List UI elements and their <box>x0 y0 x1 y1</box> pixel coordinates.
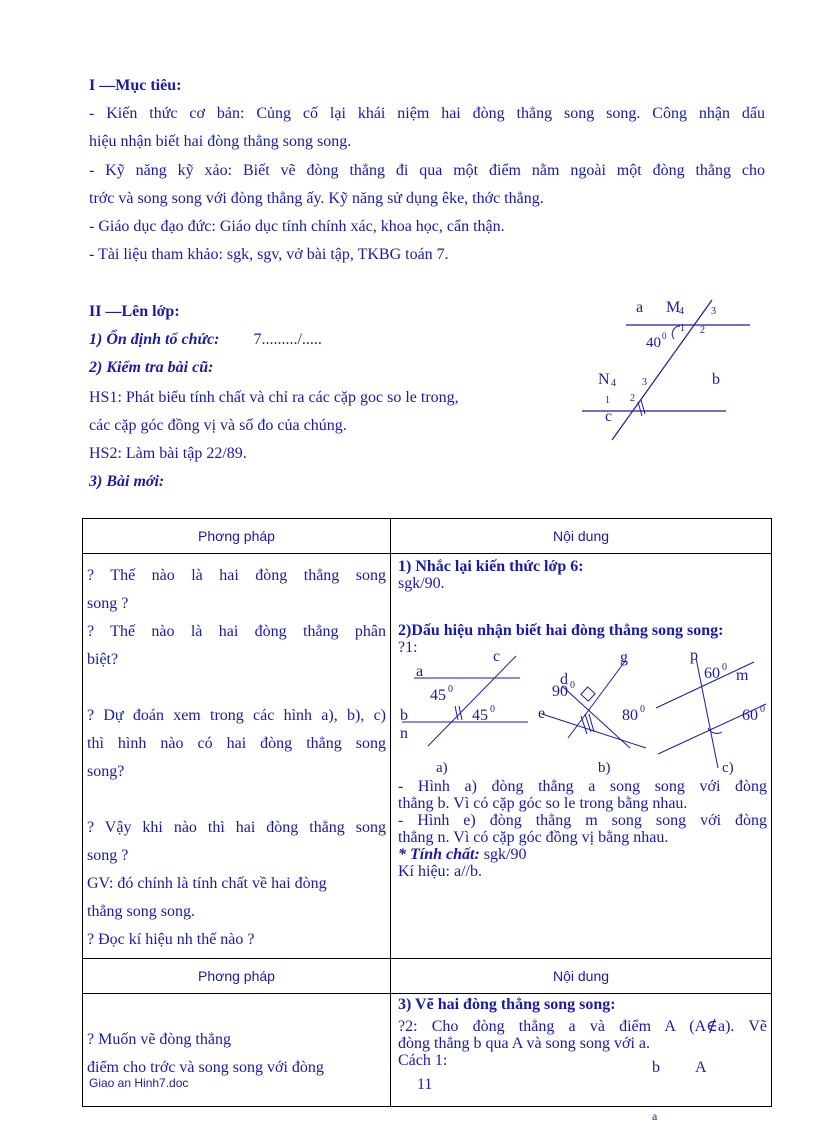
method-line: biệt? <box>87 651 119 668</box>
objective-references: - Tài liệu tham khảo: sgk, sgv, vở bài tập, TKBG toán 7. <box>89 246 449 263</box>
fig-c-60-bot: 60 <box>742 707 758 724</box>
header-method-2: Phơng pháp <box>83 959 391 994</box>
sign-line: thẳng b. Vì có cặp góc so le trong bằng nhau. <box>398 795 688 812</box>
method-line: ? Dự đoán xem trong các hình a), b), c) <box>87 707 386 724</box>
fig-label-a: a <box>652 1109 658 1123</box>
label-3-bot: 3 <box>642 377 647 388</box>
label-angle-40: 40 <box>646 335 661 351</box>
content-cell-1 <box>391 554 772 959</box>
objective-knowledge-line2: hiệu nhận biết hai đòng thẳng song song. <box>89 133 352 150</box>
caption-b: b) <box>598 760 611 776</box>
method-line: điểm cho trớc và song song với đòng <box>87 1059 324 1076</box>
property-label: * Tính chất: <box>398 846 480 863</box>
sign-line: thẳng n. Vì có cặp góc đồng vị bằng nhau. <box>398 829 669 846</box>
method-line: song ? <box>87 847 129 864</box>
label-2-bot: 2 <box>630 393 635 404</box>
recall-text: sgk/90. <box>398 575 445 592</box>
draw-title: 3) Vẽ hai đòng thẳng song song: <box>398 996 616 1013</box>
objective-ethics: - Giáo dục đạo đức: Giáo dục tính chính xác, khoa học, cẩn thận. <box>89 218 505 235</box>
recall-title: 1) Nhắc lại kiến thức lớp 6: <box>398 558 584 575</box>
property-value: sgk/90 <box>483 846 527 863</box>
organization-label: 1) Ổn định tổ chức: <box>89 331 220 348</box>
method-spacer <box>87 674 386 702</box>
label-1-top: 1 <box>680 323 685 334</box>
sign-line: - Hình e) đòng thẳng m song song với đòng <box>398 812 767 829</box>
header-method: Phơng pháp <box>83 519 391 554</box>
property-line <box>398 846 767 863</box>
fig-b-deg-90: 0 <box>570 680 575 691</box>
review-label: 2) Kiểm tra bài cũ: <box>89 359 214 376</box>
draw-line: đòng thẳng b qua A và song song với a. <box>398 1035 650 1052</box>
caption-a: a) <box>436 760 448 776</box>
label-degree: 0 <box>662 331 667 341</box>
draw-line: Cách 1: <box>398 1052 448 1069</box>
label-2-top: 2 <box>700 325 705 336</box>
method-line: ? Thế nào là hai đòng thẳng phân <box>87 623 386 640</box>
question-1: ?1: <box>398 639 418 656</box>
fig-b-g: g <box>620 649 628 666</box>
method-cell-1 <box>83 554 391 959</box>
header-content-2: Nội dung <box>391 959 772 994</box>
hs1-line2: các cặp góc đồng vị và số đo của chúng. <box>89 417 347 434</box>
fig-b-e: e <box>538 705 546 722</box>
objective-knowledge-line1: - Kiến thức cơ bản: Củng cố lại khái niệm hai đòng thẳng song song. Công nhận dấu <box>89 105 765 122</box>
header-content: Nội dung <box>391 519 772 554</box>
fig-label-A: A <box>695 1059 707 1076</box>
fig-a-45-top: 45 <box>430 687 446 704</box>
method-line: song? <box>87 763 125 780</box>
method-spacer <box>87 786 386 814</box>
organization-line <box>89 326 322 354</box>
objective-skill-line2: trớc và song song với đòng thẳng ấy. Kỹ năng sử dụng êke, thớc thẳng. <box>89 190 544 207</box>
fig-a-deg-top: 0 <box>448 684 453 695</box>
fig-b-80: 80 <box>622 707 638 724</box>
fig-b-deg-80: 0 <box>640 704 645 715</box>
fig-b-d: d <box>560 671 568 688</box>
fig-b-line-d <box>562 686 630 748</box>
label-a: a <box>636 299 644 316</box>
fig-a-45-bot: 45 <box>472 707 488 724</box>
fig-c-m: m <box>736 667 749 684</box>
fig-b-right-angle <box>581 687 595 701</box>
section-2-heading: II —Lên lớp: <box>89 303 180 320</box>
fig-b-90: 90 <box>552 683 568 700</box>
method-line: ? Thế nào là hai đòng thẳng song <box>87 567 386 584</box>
footer-filename: Giao an Hinh7.doc <box>89 1076 189 1090</box>
page-number: 11 <box>417 1076 433 1093</box>
fig-c-p: p <box>690 647 698 664</box>
method-line: ? Vậy khi nào thì hai đòng thẳng song <box>87 819 386 836</box>
new-lesson-label: 3) Bài mới: <box>89 473 165 490</box>
parallel-figures-abc <box>392 647 767 778</box>
label-c: c <box>605 408 613 425</box>
label-M-sub: 4 <box>679 306 684 317</box>
sign-title: 2)Dấu hiệu nhận biết hai đòng thẳng song song: <box>398 622 724 639</box>
fig-c-60-top: 60 <box>704 665 720 682</box>
content-cell-2 <box>391 994 772 1107</box>
fig-a-c: c <box>493 648 501 665</box>
caption-c: c) <box>722 760 734 776</box>
fig-a-b: b <box>400 707 408 724</box>
fig-a-n: n <box>400 725 408 742</box>
angle-arc-top <box>672 326 680 339</box>
method-line: ? Muốn vẽ đòng thẳng <box>87 1031 231 1048</box>
parallel-lines-figure <box>570 290 770 450</box>
fig-c-deg-top: 0 <box>722 662 727 673</box>
objective-skill-line1: - Kỹ năng kỹ xảo: Biết vẽ đòng thẳng đi qua một điểm nằm ngoài một đòng thẳng cho <box>89 162 765 179</box>
fig-c-deg-bot: 0 <box>760 704 765 715</box>
hs2-line: HS2: Làm bài tập 22/89. <box>89 445 247 462</box>
sign-line: - Hình a) đòng thẳng a song song với đòng <box>398 778 767 795</box>
method-line: song ? <box>87 595 129 612</box>
draw-line: ?2: Cho đòng thẳng a và điểm A (A∉a). Vẽ <box>398 1018 767 1035</box>
transversal-c <box>612 300 712 440</box>
label-b: b <box>712 371 720 388</box>
label-N-sub: 4 <box>611 378 616 389</box>
organization-value: 7........./..... <box>253 331 322 348</box>
hs1-line1: HS1: Phát biểu tính chất và chỉ ra các cặp goc so le trong, <box>89 389 459 406</box>
fig-label-b: b <box>652 1059 660 1076</box>
symbol-line: Kí hiệu: a//b. <box>398 863 482 880</box>
label-1-bot: 1 <box>605 395 610 406</box>
method-line: thẳng song song. <box>87 903 195 920</box>
method-line: thì hình nào có hai đòng thẳng song <box>87 735 386 752</box>
method-line: GV: đó chính là tính chất về hai đòng <box>87 875 327 892</box>
label-N: N <box>598 371 610 388</box>
fig-a-a: a <box>416 663 424 680</box>
section-1-heading: I —Mục tiêu: <box>89 77 182 94</box>
label-M: M <box>666 299 681 316</box>
label-3-top: 3 <box>711 306 716 317</box>
lesson-table <box>82 518 772 1107</box>
fig-a-deg-bot: 0 <box>490 704 495 715</box>
fig-b-mark <box>581 714 594 734</box>
method-line: ? Đọc kí hiệu nh thế nào ? <box>87 931 255 948</box>
